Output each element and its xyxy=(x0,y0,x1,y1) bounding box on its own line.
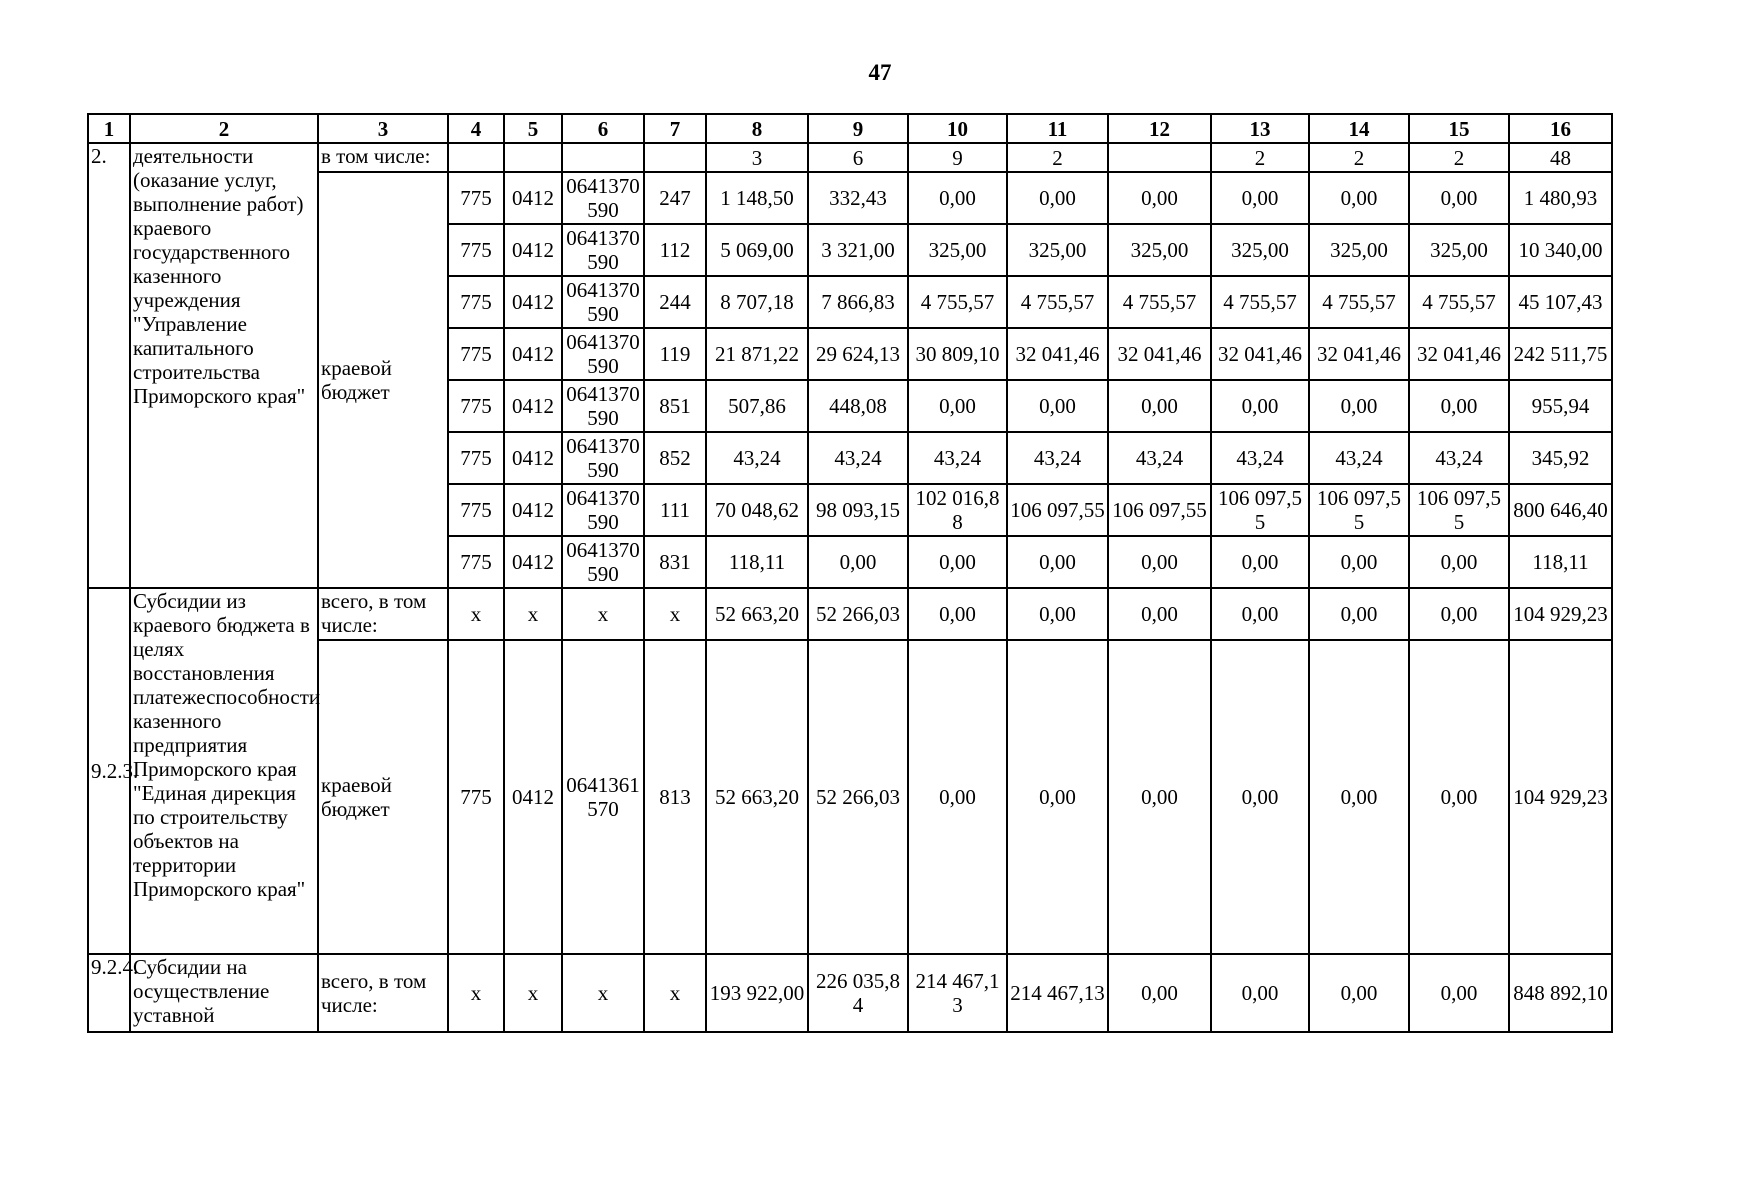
value-cell: x xyxy=(504,954,562,1032)
section-a-summary-row xyxy=(88,143,1612,172)
value-cell: 0,00 xyxy=(1007,380,1108,432)
value-cell: 214 467,13 xyxy=(1007,954,1108,1032)
value-cell: 106 097,55 xyxy=(1409,484,1509,536)
value-cell: 775 xyxy=(448,276,504,328)
value-cell: 4 755,57 xyxy=(1309,276,1409,328)
funding-source: краевой бюджет xyxy=(318,172,448,588)
column-header: 4 xyxy=(448,114,504,143)
column-header: 1 xyxy=(88,114,130,143)
count-cell: 48 xyxy=(1509,143,1612,172)
section-c-total-row xyxy=(88,954,1612,1032)
value-cell: 193 922,00 xyxy=(706,954,808,1032)
value-cell: 4 755,57 xyxy=(1409,276,1509,328)
column-header: 3 xyxy=(318,114,448,143)
value-cell: 247 xyxy=(644,172,706,224)
value-cell: 0,00 xyxy=(1309,536,1409,588)
value-cell: 0,00 xyxy=(908,640,1007,954)
value-cell: 775 xyxy=(448,536,504,588)
value-cell: 848 892,10 xyxy=(1509,954,1612,1032)
value-cell: 1 480,93 xyxy=(1509,172,1612,224)
value-cell: 0,00 xyxy=(1108,380,1211,432)
value-cell: 448,08 xyxy=(808,380,908,432)
value-cell: 0,00 xyxy=(1309,380,1409,432)
value-cell: 0,00 xyxy=(1409,380,1509,432)
column-header: 16 xyxy=(1509,114,1612,143)
column-header: 15 xyxy=(1409,114,1509,143)
value-cell: 0,00 xyxy=(1108,588,1211,640)
value-cell: 7 866,83 xyxy=(808,276,908,328)
value-cell: 0,00 xyxy=(1108,640,1211,954)
value-cell: 0,00 xyxy=(1309,640,1409,954)
value-cell: 775 xyxy=(448,484,504,536)
value-cell: 45 107,43 xyxy=(1509,276,1612,328)
value-cell: 29 624,13 xyxy=(808,328,908,380)
value-cell: 242 511,75 xyxy=(1509,328,1612,380)
value-cell: 813 xyxy=(644,640,706,954)
value-cell: 0,00 xyxy=(908,172,1007,224)
value-cell: 43,24 xyxy=(706,432,808,484)
value-cell: 0,00 xyxy=(1211,588,1309,640)
value-cell: 775 xyxy=(448,380,504,432)
value-cell: 325,00 xyxy=(1108,224,1211,276)
value-cell: 98 093,15 xyxy=(808,484,908,536)
value-cell: 32 041,46 xyxy=(1211,328,1309,380)
value-cell: 507,86 xyxy=(706,380,808,432)
value-cell: 10 340,00 xyxy=(1509,224,1612,276)
value-cell: 43,24 xyxy=(1108,432,1211,484)
column-header: 14 xyxy=(1309,114,1409,143)
value-cell: 118,11 xyxy=(1509,536,1612,588)
value-cell: 852 xyxy=(644,432,706,484)
count-cell: 9 xyxy=(908,143,1007,172)
value-cell: 4 755,57 xyxy=(1211,276,1309,328)
count-cell: 2 xyxy=(1007,143,1108,172)
value-cell: 800 646,40 xyxy=(1509,484,1612,536)
value-cell: 0,00 xyxy=(1108,536,1211,588)
value-cell: 775 xyxy=(448,224,504,276)
value-cell: 0,00 xyxy=(1007,536,1108,588)
value-cell: 0,00 xyxy=(1007,588,1108,640)
value-cell: 0412 xyxy=(504,380,562,432)
count-cell: 3 xyxy=(706,143,808,172)
empty-cell xyxy=(644,143,706,172)
value-cell: 0,00 xyxy=(1211,380,1309,432)
value-cell: 0412 xyxy=(504,484,562,536)
value-cell: 226 035,84 xyxy=(808,954,908,1032)
value-cell: 32 041,46 xyxy=(1409,328,1509,380)
value-cell: 325,00 xyxy=(908,224,1007,276)
value-cell: 32 041,46 xyxy=(1108,328,1211,380)
value-cell: 775 xyxy=(448,172,504,224)
value-cell: 775 xyxy=(448,640,504,954)
value-cell: 0,00 xyxy=(808,536,908,588)
column-header: 6 xyxy=(562,114,644,143)
value-cell: x xyxy=(448,588,504,640)
value-cell: 775 xyxy=(448,432,504,484)
value-cell: 52 663,20 xyxy=(706,640,808,954)
value-cell: 0,00 xyxy=(908,536,1007,588)
value-cell: 32 041,46 xyxy=(1309,328,1409,380)
value-cell: 43,24 xyxy=(1309,432,1409,484)
value-cell: 52 266,03 xyxy=(808,588,908,640)
value-cell: 0412 xyxy=(504,328,562,380)
value-cell: 0,00 xyxy=(1409,954,1509,1032)
value-cell: 214 467,13 xyxy=(908,954,1007,1032)
value-cell: 106 097,55 xyxy=(1211,484,1309,536)
value-cell: 325,00 xyxy=(1007,224,1108,276)
value-cell: 0412 xyxy=(504,172,562,224)
value-cell: 0,00 xyxy=(1007,172,1108,224)
count-cell: 6 xyxy=(808,143,908,172)
column-header: 2 xyxy=(130,114,318,143)
value-cell: 775 xyxy=(448,328,504,380)
value-cell: 4 755,57 xyxy=(1108,276,1211,328)
value-cell: 70 048,62 xyxy=(706,484,808,536)
funding-source: краевой бюджет xyxy=(318,640,448,954)
value-cell: x xyxy=(504,588,562,640)
budget-table xyxy=(87,113,1613,1033)
value-cell: 0,00 xyxy=(1409,588,1509,640)
empty-cell xyxy=(504,143,562,172)
count-cell xyxy=(1108,143,1211,172)
value-cell: 345,92 xyxy=(1509,432,1612,484)
funding-source: в том числе: xyxy=(318,143,448,172)
value-cell: 0,00 xyxy=(1108,954,1211,1032)
value-cell: 21 871,22 xyxy=(706,328,808,380)
column-header: 9 xyxy=(808,114,908,143)
value-cell: 0641370590 xyxy=(562,380,644,432)
value-cell: x xyxy=(644,954,706,1032)
value-cell: 32 041,46 xyxy=(1007,328,1108,380)
value-cell: 0,00 xyxy=(1007,640,1108,954)
value-cell: 0641370590 xyxy=(562,536,644,588)
value-cell: 0,00 xyxy=(1211,640,1309,954)
value-cell: 112 xyxy=(644,224,706,276)
column-header: 11 xyxy=(1007,114,1108,143)
value-cell: 325,00 xyxy=(1309,224,1409,276)
value-cell: 0,00 xyxy=(908,380,1007,432)
value-cell: 52 266,03 xyxy=(808,640,908,954)
header-row xyxy=(88,114,1612,143)
column-header: 13 xyxy=(1211,114,1309,143)
value-cell: 111 xyxy=(644,484,706,536)
value-cell: 3 321,00 xyxy=(808,224,908,276)
value-cell: 0641370590 xyxy=(562,276,644,328)
value-cell: 0,00 xyxy=(1409,640,1509,954)
value-cell: 332,43 xyxy=(808,172,908,224)
value-cell: 325,00 xyxy=(1409,224,1509,276)
value-cell: 0412 xyxy=(504,276,562,328)
row-description: Субсидии из краевого бюджета в целях восстановления платежеспособности казенного предприятия Приморского края "Единая дирекция по строительству объектов на территории Приморского края" xyxy=(130,588,318,954)
value-cell: 43,24 xyxy=(1409,432,1509,484)
value-cell: 4 755,57 xyxy=(908,276,1007,328)
value-cell: 8 707,18 xyxy=(706,276,808,328)
value-cell: 244 xyxy=(644,276,706,328)
count-cell: 2 xyxy=(1309,143,1409,172)
count-cell: 2 xyxy=(1409,143,1509,172)
value-cell: 0,00 xyxy=(1211,954,1309,1032)
value-cell: 0641361570 xyxy=(562,640,644,954)
value-cell: 1 148,50 xyxy=(706,172,808,224)
value-cell: 30 809,10 xyxy=(908,328,1007,380)
value-cell: 106 097,55 xyxy=(1007,484,1108,536)
value-cell: 0,00 xyxy=(1211,172,1309,224)
value-cell: 0412 xyxy=(504,224,562,276)
value-cell: x xyxy=(644,588,706,640)
value-cell: 0,00 xyxy=(1309,954,1409,1032)
value-cell: 104 929,23 xyxy=(1509,588,1612,640)
empty-cell xyxy=(562,143,644,172)
value-cell: 43,24 xyxy=(808,432,908,484)
value-cell: 0412 xyxy=(504,640,562,954)
value-cell: x xyxy=(448,954,504,1032)
value-cell: 52 663,20 xyxy=(706,588,808,640)
row-number: 9.2.4. xyxy=(88,954,130,1032)
value-cell: x xyxy=(562,954,644,1032)
funding-source: всего, в том числе: xyxy=(318,954,448,1032)
value-cell: 955,94 xyxy=(1509,380,1612,432)
value-cell: 118,11 xyxy=(706,536,808,588)
page-number: 47 xyxy=(868,60,892,85)
value-cell: 43,24 xyxy=(1211,432,1309,484)
value-cell: 0,00 xyxy=(1309,172,1409,224)
column-header: 10 xyxy=(908,114,1007,143)
value-cell: 43,24 xyxy=(908,432,1007,484)
value-cell: 102 016,88 xyxy=(908,484,1007,536)
column-header: 8 xyxy=(706,114,808,143)
value-cell: 43,24 xyxy=(1007,432,1108,484)
value-cell: 0412 xyxy=(504,536,562,588)
funding-source: всего, в том числе: xyxy=(318,588,448,640)
value-cell: 0412 xyxy=(504,432,562,484)
section-b-total-row xyxy=(88,588,1612,640)
column-header: 5 xyxy=(504,114,562,143)
column-header: 12 xyxy=(1108,114,1211,143)
value-cell: 0,00 xyxy=(1309,588,1409,640)
value-cell: 831 xyxy=(644,536,706,588)
value-cell: 0641370590 xyxy=(562,484,644,536)
row-description: Субсидии на осуществление уставной xyxy=(130,954,318,1032)
value-cell: 0,00 xyxy=(1409,172,1509,224)
value-cell: 104 929,23 xyxy=(1509,640,1612,954)
value-cell: x xyxy=(562,588,644,640)
value-cell: 0641370590 xyxy=(562,224,644,276)
value-cell: 0641370590 xyxy=(562,328,644,380)
value-cell: 106 097,55 xyxy=(1108,484,1211,536)
value-cell: 106 097,55 xyxy=(1309,484,1409,536)
value-cell: 5 069,00 xyxy=(706,224,808,276)
value-cell: 0,00 xyxy=(1211,536,1309,588)
value-cell: 0641370590 xyxy=(562,432,644,484)
row-number: 9.2.3. xyxy=(88,588,130,954)
value-cell: 0641370590 xyxy=(562,172,644,224)
column-header: 7 xyxy=(644,114,706,143)
value-cell: 0,00 xyxy=(1409,536,1509,588)
empty-cell xyxy=(448,143,504,172)
row-description: деятельности (оказание услуг, выполнение работ) краевого государственного казенного учреждения "Управление капитального строительства Приморского края" xyxy=(130,143,318,588)
value-cell: 0,00 xyxy=(908,588,1007,640)
row-number: 2. xyxy=(88,143,130,588)
value-cell: 119 xyxy=(644,328,706,380)
count-cell: 2 xyxy=(1211,143,1309,172)
value-cell: 851 xyxy=(644,380,706,432)
value-cell: 0,00 xyxy=(1108,172,1211,224)
value-cell: 4 755,57 xyxy=(1007,276,1108,328)
value-cell: 325,00 xyxy=(1211,224,1309,276)
